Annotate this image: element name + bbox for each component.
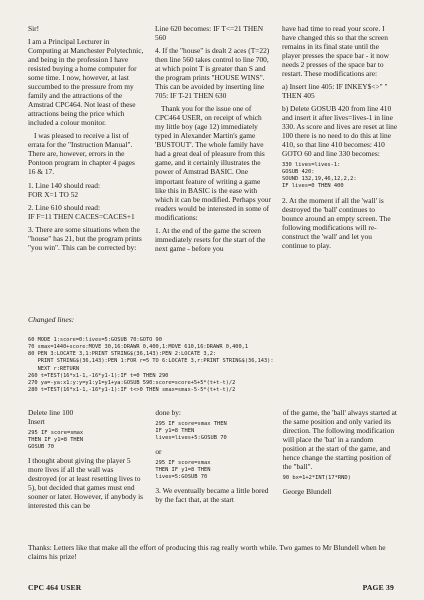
code-listing: 295 IF score=smax THEN IF y1=8 THEN lives=lives+5:GOSUB 70 [155, 421, 227, 442]
column-3 [283, 408, 398, 514]
editor-reply [28, 543, 398, 561]
paragraph: 2. Line 610 should read: IF F=11 THEN CACES=CACES+1 [28, 202, 135, 221]
paragraph: or [155, 447, 162, 457]
magazine-title: CPC 464 USER [28, 583, 82, 592]
paragraph: 2. At the moment if all the 'wall' is destroyed the 'ball' continues to bounce around an empty screen. The following modifications will re-construct the 'wall' and let you continue to play. [282, 195, 391, 250]
changed-lines-heading: Changed lines: [28, 315, 75, 324]
paragraph: I am a Principal Lecturer in Computing at Manchester Polytechnic, and being in the profession I have resisted buying a home computer for some time. I now, however, at last succumbed to the pressure from my family and the attractions of the Amstrad CPC464. Not least of these attractions being the price which included a colour monitor. [28, 37, 144, 128]
code-listing: 60 MODE 1:score=0:lives=5:GOSUB 70:GOTO 90 70 smax=1440+score:MOVE 30,16:DRAWR 0,400,1:MOVE 610,16:DRAWR 0,400,1 80 PEN 3:LOCATE 3,1:PRINT STRING$(36,143):PEN 2:LOCATE 3,2: PRINT STRING$(36,143):PEN 1:FOR r=5 TO 6:LOCATE 3,r:PRINT STRING$(36,143): NEXT r:RETURN 260 t=TEST(16*x1-1,-16*y1-1):IF t=0 THEN 290 270 ya=-ya:x1:y:y=y1:y1=y1+ya:GOSUB 590:score=score+5+5*(t+t-t)/2 280 t=TEST(16*x1-1,-16*y1-1):IF t<>0 THEN smax=smax-5-5*(t+t-t)/2 [28, 337, 274, 393]
signature: George Blundell [282, 487, 332, 497]
column-1 [28, 408, 143, 514]
page-number: PAGE 39 [362, 583, 394, 592]
column-3 [282, 24, 398, 257]
paragraph: a) Insert line 405: IF INKEY$<>" " THEN 405 [282, 82, 388, 101]
paragraph: 1. At the end of the game the screen immediately resets for the start of the next game - before you [155, 225, 266, 253]
column-2 [155, 408, 270, 514]
column-2 [155, 24, 271, 257]
paragraph: Line 620 becomes: IF T<=21 THEN 560 [155, 24, 264, 43]
paragraph: done by: [155, 408, 181, 417]
code-listing: 330 lives=lives-1: GOSUB 420: SOUND 132,19,46,12,2,2: IF lives=0 THEN 400 [282, 162, 357, 190]
column-1 [28, 24, 144, 257]
paragraph: 1. Line 140 should read: FOR X=1 TO 52 [28, 180, 101, 199]
salutation: Sir! [28, 24, 40, 33]
paragraph: Delete line 100 Insert [28, 408, 74, 427]
paragraph: of the game, the 'ball' always started at the same position and only varied its direction. The following modification will place the 'bat' in a random position at the start of the game, and hence change the starting position of the "ball". [282, 408, 397, 472]
lower-columns [28, 408, 398, 514]
paragraph: have had time to read your score. I have changed this so that the screen remains in its final state until the player presses the space bar - it now needs 2 presses of the space bar to restart. These modifications are: [282, 24, 389, 79]
code-listing: 295 IF score=smax THEN IF y1=8 THEN lives=5:GOSUB 70 [155, 460, 211, 481]
paragraph: I thought about giving the player 5 more lives if all the wall was destroyed (or at least resetting lives to 5), but decided that games must end sooner or later. However, if anybody is interested this can be [28, 456, 144, 511]
program-listing [28, 337, 398, 394]
paragraph: Thank you for the issue one of CPC464 USER, on receipt of which my little boy (age 12) immediately typed in Alexander Martin's game 'BUSTOUT'. The whole family have had a great deal of pleasure from this game, and it certainly illustrates the power of Amstrad BASIC. One important feature of writing a game like this in BASIC is the ease with which it can be modified. Perhaps your readers would be interested in some of modifications: [155, 104, 271, 222]
paragraph: 3. We eventually became a little bored by the fact that, at the start [155, 486, 269, 505]
paragraph: 4. If the "house" is dealt 2 aces (T=22) then line 560 takes control to line 700, at which point T is greater than S and the program prints "HOUSE WINS". This can be avoided by inserting line 705: IF T-21 THEN 630 [155, 46, 270, 101]
paragraph: b) Delete GOSUB 420 from line 410 and insert it after lives=lives-1 in line 330. As score and lives are reset at line 100 there is no need to do this at line 410, so that line 410 becomes: 410 GOTO 60 and line 330 becomes: [282, 104, 398, 159]
code-listing: 295 IF score=smax THEN IF y1=8 THEN GOSUB 70 [28, 430, 84, 451]
page-footer [28, 583, 394, 592]
code-listing: 90 bx=1+2*INT(17*RND) [282, 475, 351, 482]
letter-columns [28, 24, 398, 257]
editor-reply-text: Thanks: Letters like that make all the effort of producing this rag really worth while. Two games to Mr Blundell when he claims his prize! [28, 543, 386, 562]
paragraph: I was pleased to receive a list of errata for the "Instruction Manual". There are, however, errors in the Pontoon program in chapter 4 pages 16 & 17. [28, 131, 135, 177]
paragraph: 3. There are some situations when the "house" has 21, but the program prints "you win". This can be corrected by: [28, 224, 142, 252]
